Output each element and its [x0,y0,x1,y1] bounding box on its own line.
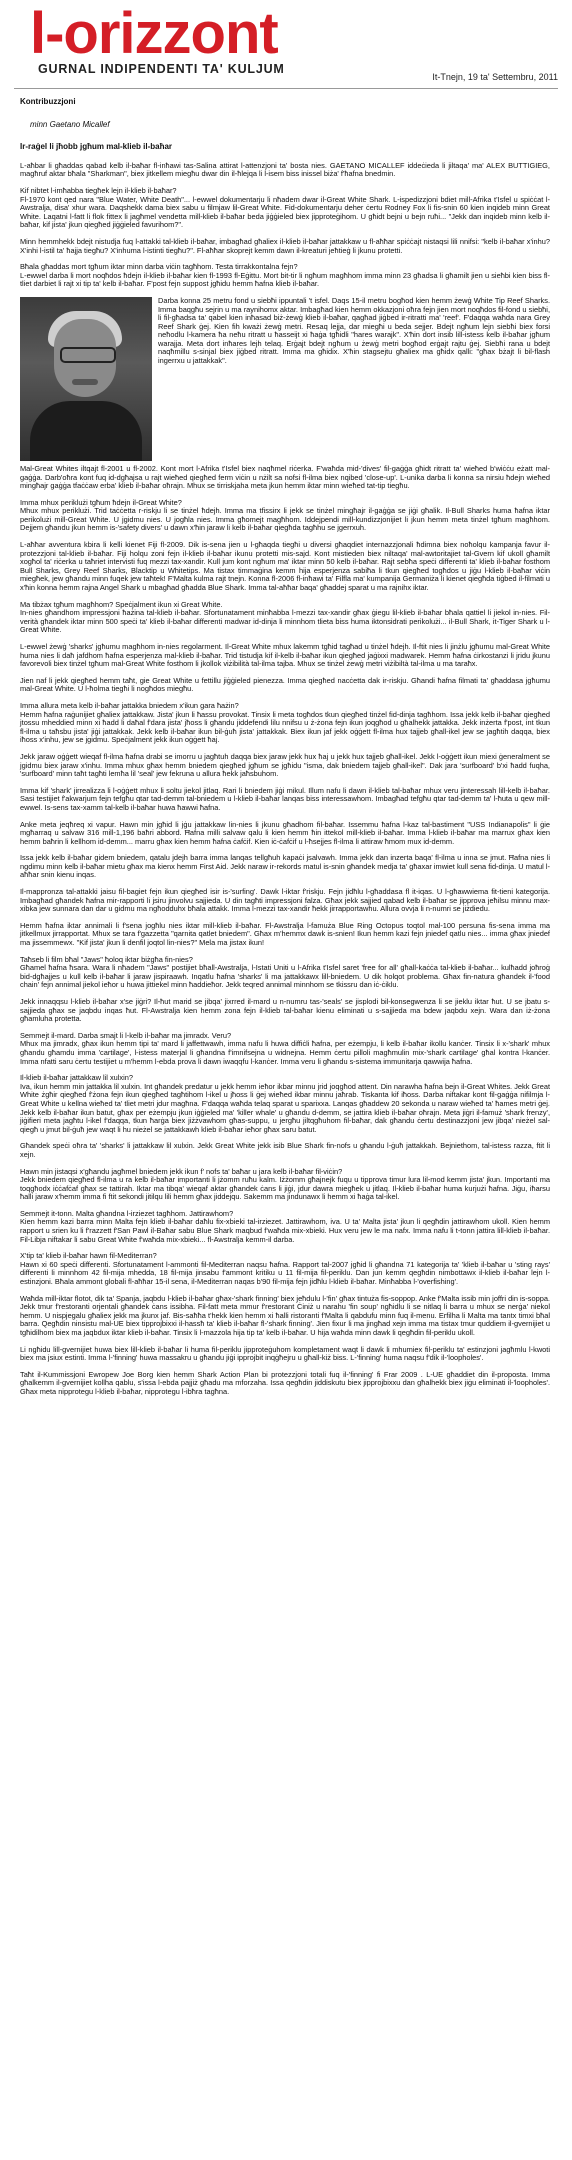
paragraph: L-aħħar avventura kbira li kelli kienet Fiji fl-2009. Dik is-sena jien u l-għaqda tiegħi u diversi għaqdiet internazzjonali ħdimna biex noħolqu kampanja favur il-protezzjoni tal-klieb il-baħar. Fiji holqu zoni fejn il-klieb il-baħar ikunu protetti mis-sajd. Kont mistieden biex niltaqa' mal-awtoritajiet tal-Gvern kif ukoll għamilt xogħol ta' riċerka u taħriet intervisti fuq mezzi tax-xandir. Kull jum kont ngħum ma' iktar minn 50 kelb il-baħar. Rajt sebħa speċi differenti ta' klieb il-baħar fosthom Bull Sharks, Grey Reef Sharks, Blacktip u Whitetips. Ma tistax timmaġina kemm hija esperjenza sabiħa li tkun qiegħed togħdos u jiġu l-klieb il-baħar viċin miegħek, jew għandu minn fuqek jew taħtek! F'Malta kulma rajt tnejn. Konna fl-2006 fl-inħawi ta' Filfla ma' kumpanija Germaniża li kienet qiegħda tiġbed il-filmati u x'ħin konna hemm rajna Angel Shark u mbagħad għadda Blue Shark. Imma tal-aħħar baqa' għaddej sparat u ma rajnihx iktar. [20,540,550,593]
paragraph: Hemm ħafna raġunijiet għaliex jattakkaw. Jista' jkun li ħassu provokat. Tinsix li meta togħdos tkun qiegħed tinżel fid-dinja tagħhom. Issa jekk kelb il-baħar qiegħed jtossu mheddied minn xi ħadd li daħal f'dara jista' jħoss li għandu jiddefendi lilu nnifsu u ż-żona fejn ikun joqgħod u għalhekk jattakka. Jekk inżerta f'post, int tkun fl-ilma u taħsbu jista' jiġi jattakkak. Jekk kelb il-baħar ikun bil-ġuħ jista' jattakkak. Biex ikun jaf jekk oġġett fl-ilma hux tajjeb għall-ikel jew se jagħtih daqqa, biex iħoss x'inhu, jew se jgidmu. Speċjalment jekk ikun oġġett ħaj. [20,709,550,745]
paragraph: Issa jekk kelb il-baħar gidem bniedem, qatalu jdejh barra imma lanqas tellgħuh kapaċi jsalvawh. Imma jekk dan inzerta baqa' fl-ilma u inna se jmut. Ħafna nies li ngdimu minn kelb il-baħar mietu għax ma kienx hemm First Aid. Jekk naraw ir-rekords matul is-snin għandek medja ta' għaxar imwiet kull sena fid-dinja. U matul l-aħħar snin kienu inqas. [20,853,550,880]
paragraph: Jekk innaqqsu l-klieb il-baħar x'se jiġri? Il-ħut marid se jibqa' jixrred il-mard u n-numru tas-'seals' se jisplodi bil-konsegwenza li se jieklu iktar ħut. U se jbatu s-sajjieda għax se jaqbdu inqas ħut. Fl-Awstralja kien hemm zona fejn il-klieb tal-baħar kienu eliminati u s-sajjieda ma bdew jaqbdu xejn. Wara dan iż-żona għamluha protetta. [20,997,550,1024]
paragraph: Jien naf li jekk qiegħed hemm taħt, gie Great White u fettillu jiġġieled pienezza. Imma qiegħed nacċetta dak ir-riskju. Għandi ħafna filmati ta' għaddasa jgħumu mal-Great White. U l-ħolma tiegħi li nogħdos miegħu. [20,675,550,694]
paragraph: Jekk jaraw oġġett wieqaf fl-ilma ħafna drabi se imorru u jagħtuh daqqa biex jaraw jekk hux ħaj u jekk hux tajjeb għall-ikel. Jekk l-oġġett ikun miexi ġeneralment se jgidmu biex jaraw x'inhu. Imma mhux għax hemm bniedem qiegħed jgħum se jgħidu "isma, dak bniedem tajjeb għall-ikel". Dak jara 'surfboard' b'xi ħadd fuqha, 'surfboard' minn taħt tagħti lemħa lil 'seal' jew fekruna u allura ħekk jaħsbuhom. [20,751,550,779]
paragraph: Iva, ikun hemm min jattakka lil xulxin. Int għandek predatur u jekk hemm ieħor ikbar minnu jrid joqgħod attent. Din narawha ħafna bejn il-Great Whites. Jekk Great White żgħir qiegħed f'żona fejn ikun qiegħed tagħtihom l-ikel u jħoss li ġej wieħed ikbar minnu jaħrab. Tiskanta kif iħoss. Darba niftakar kont fil-gaġġa nifilmja l-Great White u kellna wieħed ta' tliet metri jdur magħna. F'daqqa waħda telaq sparat u sparixxa. Lanqas għaddew 20 sekonda u naraw wieħed ta' ħames metri ġej. Jekk kelb il-baħar ikun batut, għax per eżempju jkun iġġieled ma' 'killer whale' u għandu d-demm, se jattira klieb il-baħar oħrajn. Meta jiġri il-famuż 'shark frenzy', jiġifieri meta jagħtu l-ikel f'daqqa, tkun ħarġa biex jiżżvawhom għas-suppu, u jergħu jiltqgħuhom fil-baħar, dak għandu ċertu destinazzjoni jew jibqa' nieżel sal-qiegħ u jmut bil-ġuħ jew waqt li hu nieżel se jattakkawh klieb il-baħar ieħor għax saru batut. [20,1081,550,1134]
paragraph: Li ngħidu lill-gvernijiet huwa biex lill-klieb il-baħar li huma fil-periklu jipproteġuhom kompletament waqt li dawk li mhumiex fil-periklu ta' estinzjoni jagħmlu l-kwoti biex ma jsiux estinti. Imma l-'finning' huwa massakru u għandu jiġi ipprojbit inqġħejru u għall-kiż biss. L-'finning' huma naqsu f'dik il-'loopholes'. [20,1344,550,1363]
paragraph: Għandek speċi oħra ta' 'sharks' li jattakkaw lil xulxin. Jekk Great White jekk isib Blue Shark fin-nofs u għandu l-ġuħ jattakkah. Bejniethom, tal-istess razza, ftit li xejn. [20,1141,550,1159]
question: Hawn min jistaqsi x'għandu jagħmel bniedem jekk ikun f' nofs ta' baħar u jara kelb il-baħar fil-viċin? [20,1166,343,1176]
header-divider [14,88,558,89]
question: Imma allura meta kelb il-baħar jattakka bniedem x'ikun gara ħażin? [20,700,239,710]
paragraph: Mhux ma jimradx, għax ikun hemm tipi ta' mard li jaffettwawh, imma nafu li huwa diffiċli ħafna, per eżempju, li kelb il-baħar ikollu kanċer. Tinsix li x-'shark' mhux għandu għamdu imma 'cartilage', l-istess materjal li għandna f'imnifsejna u widnejna. Hemm ċertu pilloli magħmulin mix-'shark cartilage' għal kontra l-kanċer. Imma nfatti saru ċertu testijiet u m'hemm l-ebda prova li dawn iwaqqfu l-kanċer. Imma veru li għandu s-sistema immunitarja qawwija ħafna. [20,1039,550,1066]
question: X'tip ta' klieb il-baħar hawn fil-Mediterran? [20,1251,157,1261]
portrait-photo [20,297,152,461]
paragraph: Mhux mhux periklużi. Trid taċċetta r-riskju li se tinżel ħdejh. Imma ma tfissirx li jekk se tinżel mingħajr il-gaġġa se jiġi għalik. Il-Bull Sharks huma ħafna iktar perikolużi mill-Great White. U jgidmu nies. U jogħla nies. Imma għomejt magħhom. Iddejpendi mill-kundizzjonijiet li jkun hemm meta tinżel tgħum magħhom. Dejjem għandu jkun hemm is-'safety divers' u dawn x'ħin jaraw li kelb il-baħar qiegħda tagħhu se jgerrxuh. [20,506,550,533]
paragraph: In-nies għandhom impressjoni ħażina tal-klieb il-baħar. Sfortunatament minħabba l-mezzi tax-xandir għax ġiegu lil-klieb il-baħar bħala qattiel li jiekol in-nies. Fil-verità għandek iktar minn 500 speċi ta' klieb il-baħar differenti madwar id-dinja li minnhom tlieta biss huma iktonsidrati perikolużi... il-Bull Shark, it-Tiger Shark u l-Great White. [20,608,550,635]
question: Il-klieb il-baħar jattakkaw lil xulxin? [20,1073,133,1083]
paragraph: Għamel ħafna ħsara. Wara li nħadem "Jaws" postijiet bħall-Awstralja, l-Istati Uniti u l-Afrika t'Isfel saret 'free for all' għall-kaċċa tal-klieb il-baħar... kulħadd joħroġ bid-dgħajjes u kull kelb il-baħar li jaraw jispiraawh. Inqatlu ħafna 'sharks' li ma jattakkawx lill-bniedem. U dik holqot problema. Għax fin-natura għandek il-'food chain' fejn annimal jiekol ieħor u huwa jittiekel minn ħaddieħor. Jekk teqred annimal minnhom se tkissru dan iċ-ċiklu. [20,963,550,990]
paragraph: L-ewwel żewġ 'sharks' jgħumu magħhom in-nies regolarment. Il-Great White mhux lakemm tgħid tagħad u tinżel ħdejh. Il-ftit nies li jinżlu jgħumu mal-Great White huma nies li daħ jafdhom ħafna esperjenza mal-klieb il-baħar. Trid tistudja kif il-kelb il-baħar ikun qiegħed jaġixxi madwarek. Hemm ħafna ċirkostanzi li jridu jkunu favorevoli biex tinżel tgħum mal-Great White fosthom li jkollok viżibilità tal-ilma tajba. Mhux se tinżel żewġ metri viżibiltà tal-ilma u ma taraħx. [20,642,550,669]
article-headline: Ir-raġel li jħobb jgħum mal-klieb il-baħar [20,142,173,152]
paragraph: Kien hemm kazi barra minn Malta fejn klieb il-baħar daħlu fix-xbieki tal-irziezet. Jattirawhom, iva. U ta' Malta jista' jkun li qegħdin jattirawhom ukoll. Kien hemm rapport u srien ku li f'razzett f'San Pawl il-Baħar sabu Blue Shark maqbud f'waħda mix-xbieki. Hux veru jew le ma nafx. Imma nafu li t-tonn jattira lill-klieb il-baħar. Fil-Libja niftakar li sabu Great White f'waħda mix-xbieki... fl-Awstralja kemm-il darba. [20,1217,550,1244]
article-byline: minn Gaetano Micallef [30,119,110,129]
paragraph: L-aħbar li għaddas qabad kelb il-baħar fl-inħawi tas-Salina attirat l-attenzjoni ta' bosta nies. GAETANO MICALLEF iddeċieda li jiltaqa' ma' ALEX BUTTIGIEG, magħruf aktar bħala "Sharkman", biex jitkellem miegħu dwar din il-ħlejqa li l-isem biss inissel biża' f'ħafna bnedmin. [20,160,550,179]
paragraph: Waħda mill-iktar flotot, dik ta' Spanja, jaqbdu l-klieb il-baħar għax-'shark finning' biex jeħdulu l-'fin' għax tintuża fis-soppop. Anke f'Malta issib min joffri din is-soppa. Jekk tmur f'restoranti orjentali għandek ċans issibha. Fil-fatt meta mmur f'restorant Ċiniż u narahu 'fin soup' ngħidlu li se nitlaq li barra u mhux se nerġa' niekol hemm. U nispjegalu għaliex jekk ma jkunx jaf. Bis-saħħa t'hekk kien hemm xi ħalli ristoranti f'Malta li qabdufu minn fuq il-menu. Erfilha li Malta ma tantx timxi bħal barra. Qegħdin ninsistu mal-UE biex tipprojbixxi il-hassħ ta' klieb il-baħar fl-'shark finning'. Jien fixur li ma jingħad xejn imma ma tistax tmur quddiem il-gvernijiet u tgħidilhom biex ma jaqbdux iktar klieb il-baħar. Tinsix li l-mazzola hija tip ta' kelb il-baħar. U hija waħda minn dawk li qegħdin fil-periklu ukoll. [20,1293,550,1337]
paragraph: Hawn xi 60 speċi differenti. Sfortunatament l-ammonti fil-Mediterran naqsu ħafna. Rapport tal-2007 jgħid li għandna 71 kategorija ta' 'klieb il-baħar u 'sting rays' differenti li minnhom 42 fil-mija mhedda, 18 fil-mija jinsabu f'ammont kritiku u 11 fil-mija fil-periklu. Dan jun kemm qegħdin nimbottawx il-klieb il-baħar lejn l-estinzjoni. Bħala ammont globali fl-aħħar 15-il sena, il-Mediterran naqas b'90 fil-mija fejn jidħlu l-klieb il-baħar. Minħabba l-'overfishing'. [20,1259,550,1287]
photo-glasses-shape [60,347,116,363]
paragraph: Il-mappronza tal-attakki jaisu fil-bagiet fejn ikun qiegħed isir is-'surfing'. Dawk l-iktar f'riskju. Fejn jidħlu l-għaddasa fl it-iqas. U l-għawwiema fit-tieni kategorija. Imbagħad għandek ħafna mir-rapporti li jsiru jinvolvu sajjieda. U din tagħti impressjoni falza. Għax jekk sajjied qabad kelb il-baħar se jipprova jeħilsu minnu max-xibka jew sunnara dan dar u gidmu ma ngħodduhx bħala attakk. Imma l-mezzi tax-xandir ħekk jirrapportawhu. Allura ovvja li n-numri se jiżdiedu. [20,887,550,914]
paragraph: Hemm ħafna iktar annimali li f'sena jogħlu nies iktar mill-klieb il-baħar. Fl-Awstralja l-famuża Blue Ring Octopus toqtol mal-100 persuna fis-sena imma ma jitkellmux jirrapportat. Mhux se tara f'gazzetta "qarnita qatlet bniedem". Għax m'hemmx dawk is-snien! Ikun hemm kazi fejn jniedef qatlu nies... imma għax jniedef ma jissemmewx. "Kif jista' jkun li denfil joqtol lin-nies?" Mela ma jistax ikun! [20,920,550,948]
masthead [0,0,572,92]
question: Ma tibżax tgħum magħhom? Speċjalment ikun xi Great White. [20,599,223,609]
newspaper-slogan: GURNAL INDIPENDENTI TA' KULJUM [38,62,285,76]
paragraph: Minn hemmhekk bdejt nistudja fuq l-attakki tal-klieb il-baħar, imbagħad għaliex il-klieb il-baħar jattakkaw u fl-aħħar spiċċajt nistaqsi lili nnifsi: "kelb il-baħar x'inhu? X'inhi l-istil ta' ħajja tiegħu? X'inhuma l-istinti tiegħu?". Fl-aħħar skoprejt kemm dawn il-kreaturi jeħtieġ li jkunu protetti. [20,236,550,255]
paragraph: Imma kif 'shark' jirrealizza li l-oġġett mhux li soltu jiekol jitlaq. Rari li bniedem jiġi mikul. Illum nafu li dawn il-klieb tal-baħar mhux veru jinteressah lill-kelb il-baħar. Sasi testijiet f'akwarjum fejn tefgħu qtar tad-demm tal-bniedem u l-klieb il-baħar lanqas biss interessawhom. Imbagħad tefgħu qtar tad-demm ta' l-ħuta u qew mill-ewwel. Is-sens tax-xamm tal-kelb il-baħar huwa ħawwi ħafna. [20,785,550,812]
question: Taħseb li film bħal "Jaws" ħoloq iktar biżgħa fin-nies? [20,954,193,964]
paragraph: Anke meta jeqħreq xi vapur. Hawn min jgħid li jġu jattakkaw lin-nies li jkunu għadhom fil-baħar. Issemmu ħafna l-kaz tal-bastiment "USS Indianapolis" li ġie mgħarraq u salvaw 316 mill-1,196 baħri abbord. Ħafna milli salvaw qalu li kien hemm ħin ittekol mill-klieb il-baħar. Imma l-klieb il-baħar ma marrux għax kien hemm baħrin li kellhom id-demm... marru għax kien hemm ħafna ċafċif. Kien iċ-ċafċif u l-ħsejjes fl-ilma li attiraw ħmom mux id-demm. [20,819,550,846]
newspaper-logo[interactable]: l-orizzont [30,1,278,66]
question: Imma mhux periklużi tgħum ħdejn il-Great White? [20,497,182,507]
question: Kif nibtet l-imħabba tiegħek lejn il-klieb il-baħar? [20,185,177,195]
issue-date: It-Tnejn, 19 ta' Settembru, 2011 [432,72,558,82]
photo-mouth-shape [72,379,98,385]
photo-shirt-shape [30,401,142,461]
paragraph: Taħt il-Kummissjoni Ewropew Joe Borg kien hemm Shark Action Plan bi protezzjoni totali fuq il-'finning' fi Frar 2009 . L-UE għaddiet din il-proposta. Imma għalkemm il-gvernijiet kollha qablu, s'issa l-ebda pajjiż għadu ma mforzaha. Issa qegħdin jiddiskutu biex jipprojbixxu dan għalhekk biex jiġu eliminati il-'loopholes'. Għax meta nipprotegu l-klieb il-baħar, nipprotegu l-ibħra tagħna. [20,1369,550,1396]
paragraph: L-ewwel darba li mort noqħdos ħdejn il-klieb il-baħar kien fl-1993 fl-Eġittu. Mort bit-tir li ngħum magħhom imma minn 23 għadsa li għamilt jien u sieħbi kien biss fl-tliet darbiet li rajt xi tip ta' kelb il-baħar. F'post fejn suppost jgħidu hemm ħafna klieb il-baħar. [20,270,550,289]
paragraph: Darba konna 25 metru fond u siebħi ippuntali 't isfel. Daqs 15-il metru bogħod kien hemm żewġ White Tip Reef Sharks. Imma baqgħu sejrin u ma raynihomx aktar. Imbagħad kien hemm okkazjoni oħra fejn jien mort noqħdos fil-fond u siebħi, li fil-għadsa ta' qabel kien inħasad biż-żewġ klieb il-baħar, qagħad jiġbed ir-ritratti ma' 'reef'. F'daqqa waħda nara Grey Reef Shark ġej. Kien fih kważi żewġ metri. Resaq lejja, dar miegħi u beda sejjer. Bdejt ngħum lejn siebħi biex forsi neħodlu l-kamera ħa neħu ritratt u ħasseijt xi ħaġa tgħidli "hares warajk". X'ħin dort insib lill-istess kelb il-baħar jgħum warajja. Meta dort inħares lejh telaq. Erġajt bdejt ngħum u żewġ metri bogħod erġajt rajtu ġej. Siebħi rana u bdejt naqħmillu s-sinjal biex jiġbed ritratt. Imma ma għidix. X'ħin stagsejtu għaliex ma għidx qalli: "għax bżajt li bil-flash ingerrxu u jattakkak". [158,295,550,366]
paragraph: Mal-Great Whites iltqajt fl-2001 u fl-2002. Kont mort l-Afrika t'Isfel biex naqħmel riċerka. F'waħda mid-'dives' fil-gaġġa għidt ritratt ta' wieħed b'wiċċu eżatt mal-gaġġa. Darb'oħra kont fuq id-dgħajsa u rajt wieħed qiegħed ferm viċin u nżilt sa nofsi fl-ilma biex nqibed 'close-up'. L-unika darba li konna sa nirsiu ħdejn wieħed mingħajr gaġġa tfaċċaw erba' klieb il-baħar oħrajn. Mhux se tirriskjaha meta jkun hemm iktar minn wieħed tat-tip tiegħu. [20,463,550,491]
question: Bħala għaddas mort tgħum iktar minn darba viċin tagħhom. Testa tirrakkontalna fejn? [20,262,298,272]
paragraph: Jekk bniedem qiegħed fl-ilma u ra kelb il-baħar importanti li jżomm ruħu kalm. Iżżomm għajnejk fuqu u tipprova timur lura lil-mod kemm jista' jkun. Importanti ma toqgħodx iċċafċaf għax se tattirah. Iktar ma tibqa' wieqaf aktar għandek ċans li jiġi, jdur dawra miegħek u jitlaq. Il-klieb il-baħar huma kurjużi ħafna. Jiġu, iħarsu ħalli jaraw x'hemm imma fi ftit sekondi jitilqu lili hemm għax jiddejqu. Sakemm ma jindunawx li hemm xi ħaġa tal-ikel. [20,1175,550,1202]
article-body [20,98,550,1405]
section-label: Kontribuzzjoni [20,97,76,106]
paragraph: Fl-1970 kont qed nara "Blue Water, White Death"... l-ewwel dokumentarju li nħadem dwar il-Great White Shark. L-ispedizzjoni bdiet mill-Afrika t'Isfel u spiċċat l-Awstralja, disa' xhur wara. Daqshekk dama biex sabu u filmjaw lil-Great White. Fid-dokumentarju deher ċertu Rodney Fox li fis-snin 60 kien inqideb minn Great White. Laqatni l-fatt li flok fittex li jagħmel vendetta mill-klieb il-baħar beda jiġġieled biex jipproteġihom. U għidt bejni u bejn ruħi... "Jekk dan inqideb minn kelb il-baħar, kif jista' jkun qiegħed jiġġieled favurihom?". [20,194,550,230]
question: Semmejt it-tonn. Malta għandna l-irziezet tagħhom. Jattirawhom? [20,1208,234,1218]
question: Semmejt il-mard. Darba smajt li l-kelb il-baħar ma jimradx. Veru? [20,1030,232,1040]
